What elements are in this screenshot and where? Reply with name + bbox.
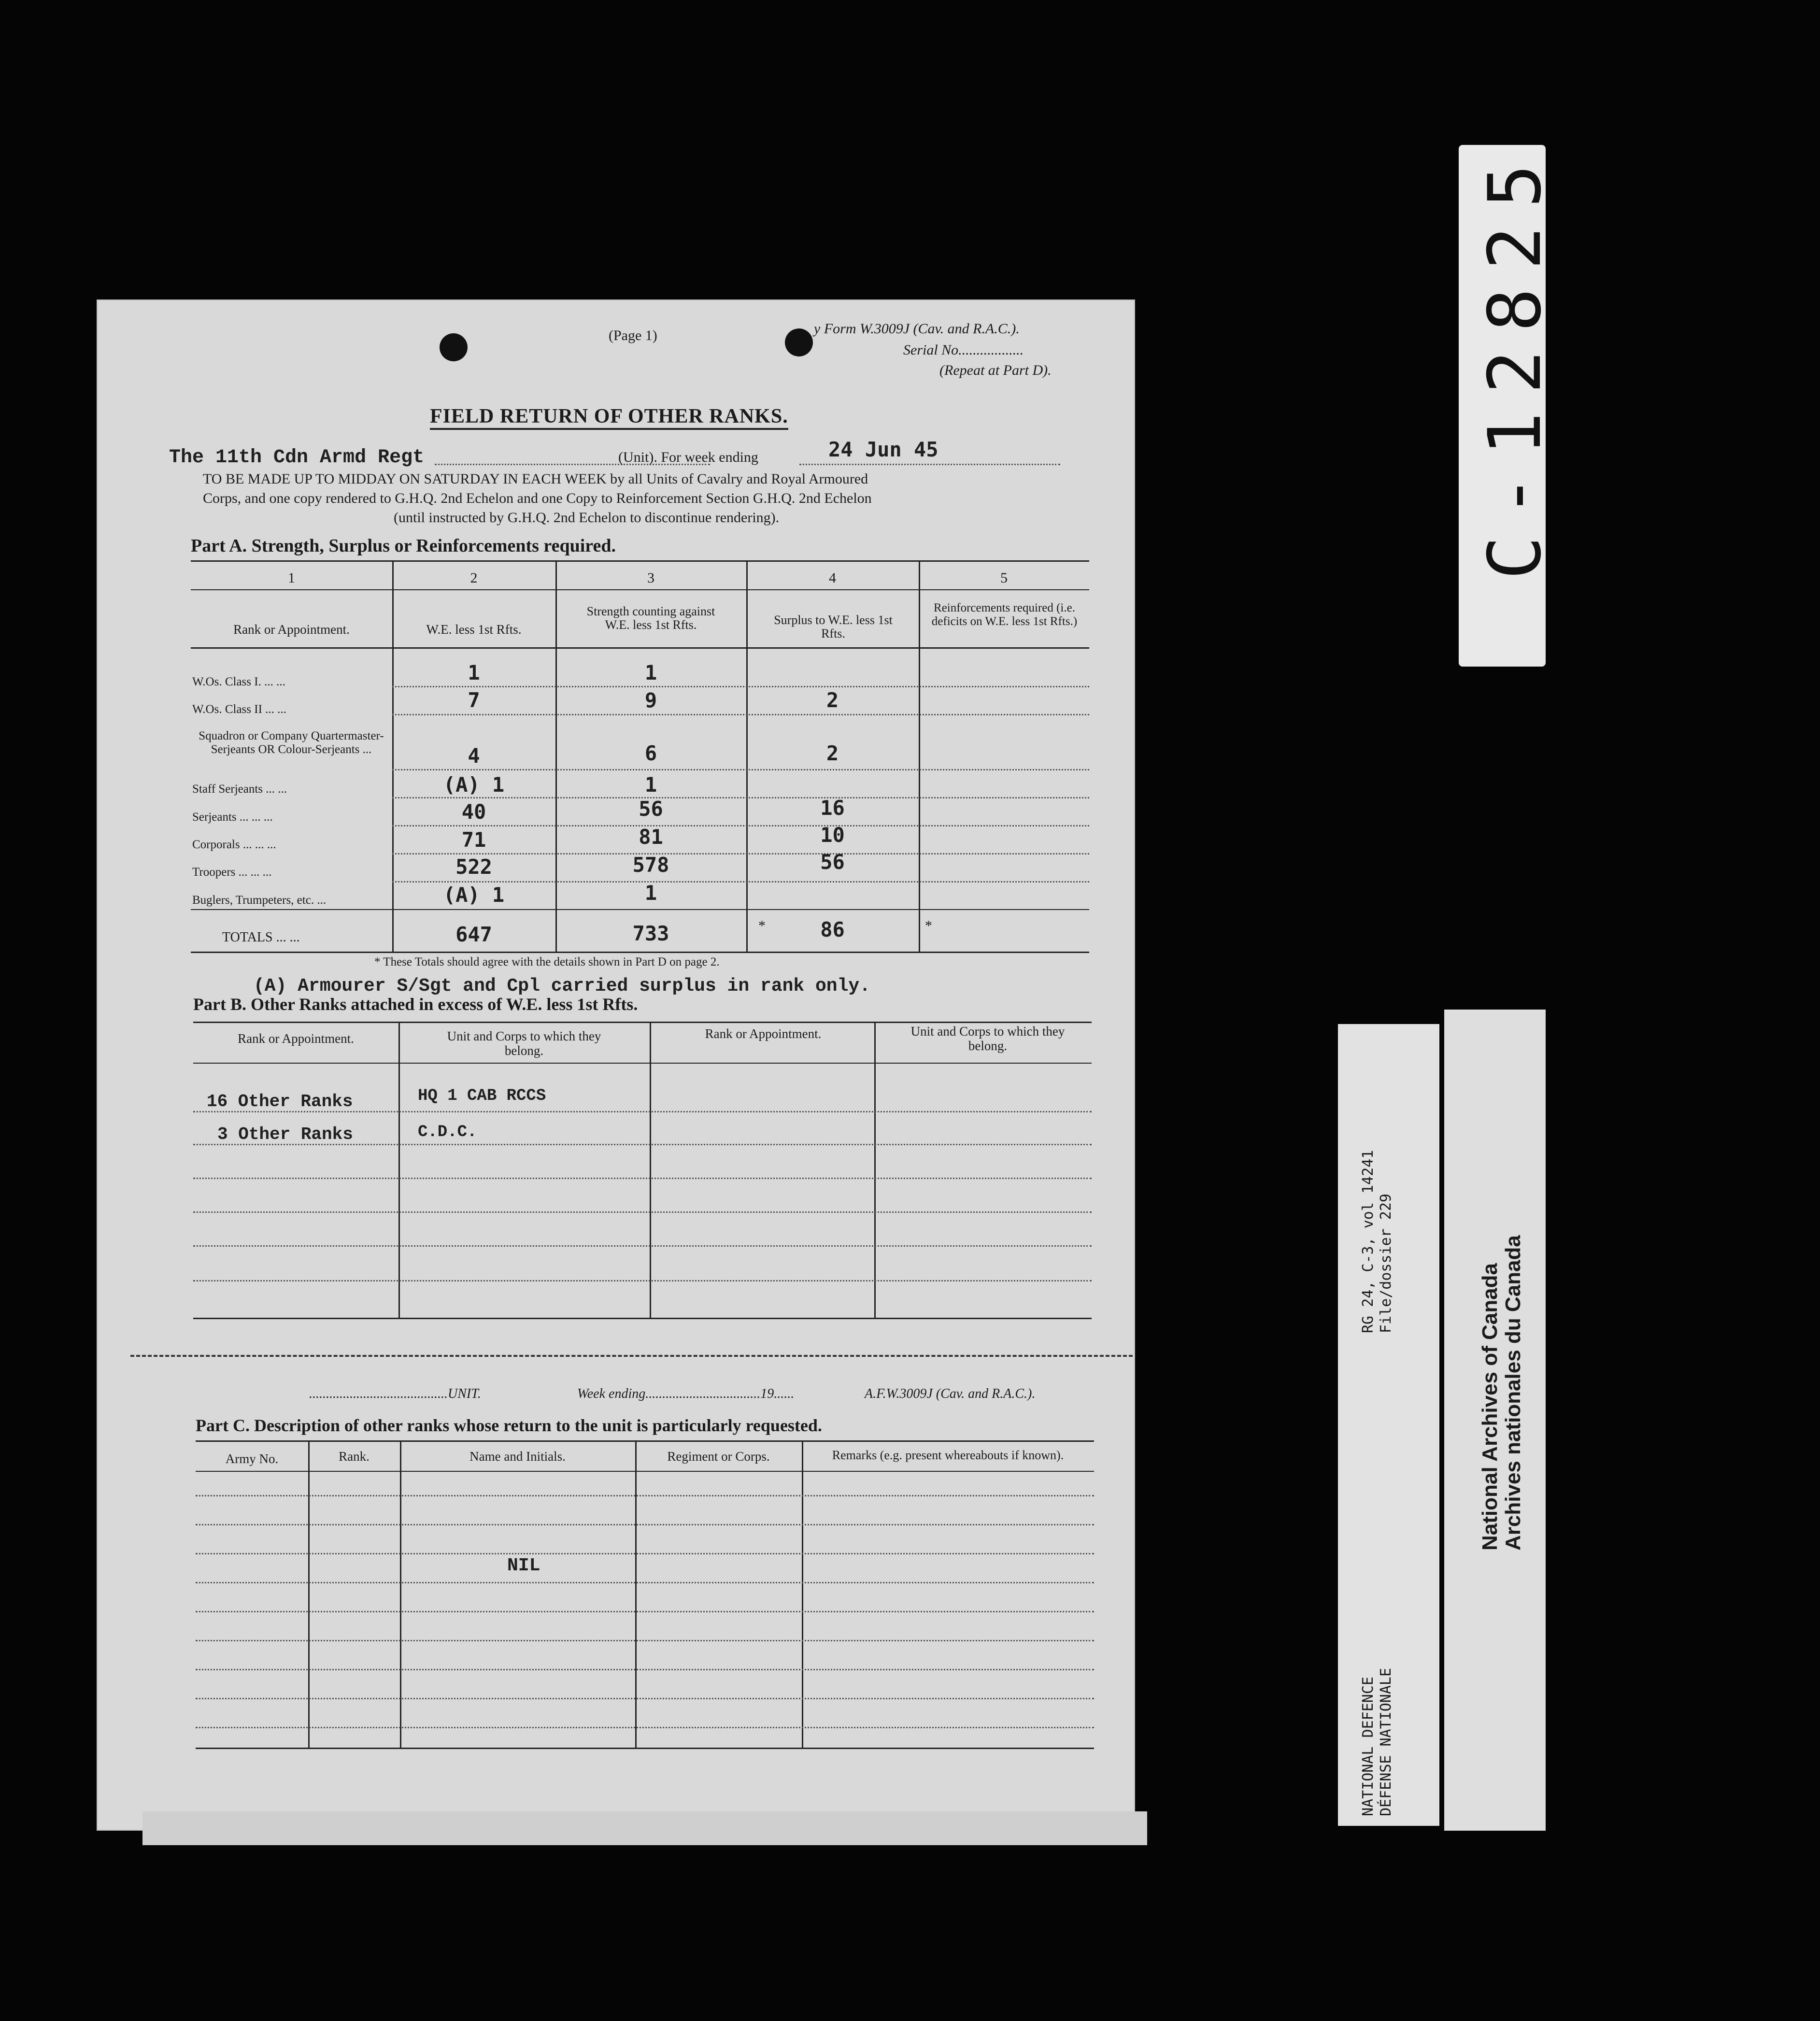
col-header-reinforcements: Reinforcements required (i.e. deficits on W.E. less 1st Rfts.) [931, 601, 1078, 628]
row-we-wo2: 7 [468, 688, 480, 712]
reference-line-2: File/dossier 229 [1378, 1194, 1394, 1333]
col-number-5: 5 [1000, 570, 1008, 586]
row-rule-wo1 [392, 686, 1089, 687]
part-b-rule-2 [193, 1144, 1092, 1145]
part-b-bottom-rule [193, 1318, 1092, 1319]
totals-we: 647 [455, 923, 492, 946]
totals-footnote: * These Totals should agree with the details shown in Part D on page 2. [374, 955, 720, 968]
part-b-rule-4 [193, 1211, 1092, 1213]
form-title: FIELD RETURN OF OTHER RANKS. [430, 405, 788, 430]
part-a-heading: Part A. Strength, Surplus or Reinforcements required. [191, 536, 616, 556]
totals-label: TOTALS ... ... [222, 930, 300, 945]
row-surplus-sgt: 16 [820, 796, 845, 820]
part-c-rule-7 [196, 1669, 1094, 1670]
unit-label: (Unit). For week ending [618, 449, 758, 465]
unit-value: The 11th Cdn Armd Regt [169, 447, 425, 469]
part-c-header-remarks: Remarks (e.g. present whereabouts if known). [832, 1448, 1064, 1462]
part-b-rule-5 [193, 1245, 1092, 1247]
form-reference: y Form W.3009J (Cav. and R.A.C.). [814, 321, 1020, 337]
part-c-header-regiment: Regiment or Corps. [667, 1449, 770, 1464]
reel-number-strip [1459, 145, 1557, 667]
archives-label-strip [1444, 1010, 1546, 1831]
part-c-rule-4 [196, 1582, 1094, 1583]
part-b-header-unit-2: Unit and Corps to which they belong. [910, 1024, 1065, 1053]
row-rank-tpr: Troopers ... ... ... [192, 866, 272, 879]
tear-form: A.F.W.3009J (Cav. and R.A.C.). [865, 1386, 1036, 1401]
row-strength-cqms: 6 [644, 741, 657, 765]
part-b-header-rule [193, 1063, 1092, 1064]
part-a-totals-rule [191, 909, 1089, 910]
part-c-col-divider-4 [802, 1440, 803, 1749]
row-strength-ssgt: 1 [644, 773, 657, 797]
typed-note: (A) Armourer S/Sgt and Cpl carried surplus in rank only. [254, 976, 871, 996]
row-rank-wo2: W.Os. Class II ... ... [192, 703, 286, 716]
row-strength-tpr: 578 [632, 853, 669, 877]
tear-week: Week ending..................................19...... [577, 1386, 795, 1401]
instruction-line-3: (until instructed by G.H.Q. 2nd Echelon to discontinue rendering). [394, 510, 780, 526]
part-b-row2-unit: C.D.C. [418, 1123, 477, 1141]
page-number: (Page 1) [609, 327, 657, 343]
part-c-heading: Part C. Description of other ranks whose return to the unit is particularly requested. [196, 1416, 822, 1435]
part-b-col-divider-1 [398, 1022, 400, 1319]
row-surplus-cpl: 10 [820, 823, 845, 847]
part-c-rule-8 [196, 1698, 1094, 1699]
part-a-num-rule [191, 589, 1089, 590]
part-c-col-divider-1 [308, 1440, 310, 1749]
part-c-bottom-rule [196, 1748, 1094, 1749]
part-b-row1-rank: 16 Other Ranks [207, 1092, 353, 1111]
row-we-wo1: 1 [468, 661, 480, 684]
part-a-header-rule [191, 647, 1089, 649]
part-b-header-rank-2: Rank or Appointment. [705, 1026, 822, 1041]
row-we-bugler: (A) 1 [443, 883, 505, 907]
part-c-header-army-no: Army No. [225, 1452, 279, 1466]
part-b-row2-rank: 3 Other Ranks [217, 1124, 353, 1144]
part-b-heading: Part B. Other Ranks attached in excess of W.E. less 1st Rfts. [193, 995, 638, 1014]
row-surplus-wo2: 2 [826, 688, 839, 712]
row-we-tpr: 522 [455, 855, 492, 879]
reference-line-1: RG 24, C-3, vol 14241 [1360, 1150, 1377, 1333]
tear-line [130, 1355, 1133, 1357]
row-we-sgt: 40 [461, 800, 486, 824]
part-b-col-divider-2 [650, 1022, 651, 1319]
row-rank-wo1: W.Os. Class I. ... ... [192, 675, 285, 688]
part-c-rule-2 [196, 1524, 1094, 1525]
row-rank-cqms: Squadron or Company Quartermaster-Serjeants OR Colour-Serjeants ... [199, 729, 384, 756]
serial-number: Serial No.................. [903, 342, 1024, 358]
tear-unit: .........................................UNIT. [309, 1386, 481, 1401]
part-b-rule-6 [193, 1280, 1092, 1281]
row-rule-wo2 [392, 714, 1089, 715]
form-sheet [97, 299, 1135, 1831]
part-a-top-rule [191, 560, 1089, 562]
totals-star-reinf: * [925, 918, 932, 934]
col-number-3: 3 [647, 570, 654, 586]
punch-hole-right [785, 328, 813, 356]
instruction-line-1: TO BE MADE UP TO MIDDAY ON SATURDAY IN EACH WEEK by all Units of Cavalry and Royal Armoured [203, 471, 868, 487]
col-header-we: W.E. less 1st Rfts. [426, 622, 522, 637]
sheet-underlay [142, 1811, 1147, 1845]
row-we-ssgt: (A) 1 [443, 773, 505, 797]
totals-star-surplus: * [758, 918, 766, 934]
row-we-cqms: 4 [468, 744, 480, 768]
department-en: NATIONAL DEFENCE [1360, 1677, 1377, 1816]
row-rank-ssgt: Staff Serjeants ... ... [192, 783, 287, 796]
col-header-surplus: Surplus to W.E. less 1st Rfts. [774, 613, 893, 640]
row-strength-sgt: 56 [639, 797, 663, 821]
totals-strength: 733 [632, 922, 669, 945]
department-fr: DÉFENSE NATIONALE [1378, 1667, 1394, 1816]
part-b-rule-1 [193, 1111, 1092, 1112]
part-b-row1-unit: HQ 1 CAB RCCS [418, 1087, 546, 1105]
part-c-col-divider-2 [400, 1440, 401, 1749]
part-c-nil: NIL [507, 1555, 540, 1576]
part-c-rule-9 [196, 1727, 1094, 1728]
part-b-header-rank-1: Rank or Appointment. [238, 1031, 354, 1046]
part-c-top-rule [196, 1440, 1094, 1442]
part-c-header-rank: Rank. [339, 1449, 370, 1464]
repeat-note: (Repeat at Part D). [939, 362, 1052, 378]
totals-surplus: 86 [820, 918, 845, 941]
part-a-bottom-rule [191, 952, 1089, 953]
reel-number: C-12825 [1473, 145, 1557, 580]
row-strength-wo1: 1 [644, 661, 657, 684]
part-a-col-divider-4 [919, 560, 920, 952]
part-b-rule-3 [193, 1178, 1092, 1179]
part-c-rule-1 [196, 1495, 1094, 1496]
part-c-rule-6 [196, 1640, 1094, 1641]
archives-name-fr: Archives nationales du Canada [1501, 1235, 1525, 1551]
instruction-line-2: Corps, and one copy rendered to G.H.Q. 2nd Echelon and one Copy to Reinforcement Section G.H.Q. 2nd Echelon [203, 490, 872, 506]
part-c-header-name: Name and Initials. [469, 1449, 566, 1464]
part-b-col-divider-3 [874, 1022, 876, 1319]
part-b-header-unit-1: Unit and Corps to which they belong. [447, 1029, 601, 1058]
reference-strip [1338, 1024, 1439, 1826]
row-surplus-cqms: 2 [826, 741, 839, 765]
part-c-header-rule [196, 1471, 1094, 1472]
part-c-col-divider-3 [635, 1440, 637, 1749]
part-b-top-rule [193, 1022, 1092, 1023]
col-number-1: 1 [288, 570, 295, 586]
part-c-rule-3 [196, 1553, 1094, 1554]
col-header-rank: Rank or Appointment. [233, 622, 350, 637]
row-surplus-tpr: 56 [820, 850, 845, 874]
row-strength-cpl: 81 [639, 825, 663, 849]
archives-name-en: National Archives of Canada [1478, 1263, 1502, 1551]
col-header-strength: Strength counting against W.E. less 1st Rfts. [586, 604, 715, 632]
row-strength-wo2: 9 [644, 688, 657, 712]
part-c-rule-5 [196, 1611, 1094, 1612]
col-number-4: 4 [829, 570, 836, 586]
row-rank-bugler: Buglers, Trumpeters, etc. ... [192, 894, 327, 907]
week-dotline [799, 464, 1060, 465]
row-strength-bugler: 1 [644, 881, 657, 905]
col-number-2: 2 [470, 570, 478, 586]
week-ending-value: 24 Jun 45 [828, 438, 938, 461]
row-rank-cpl: Corporals ... ... ... [192, 838, 276, 851]
row-rank-sgt: Serjeants ... ... ... [192, 811, 273, 824]
punch-hole-left [440, 333, 468, 361]
row-rule-cqms [392, 769, 1089, 770]
row-we-cpl: 71 [461, 828, 486, 852]
